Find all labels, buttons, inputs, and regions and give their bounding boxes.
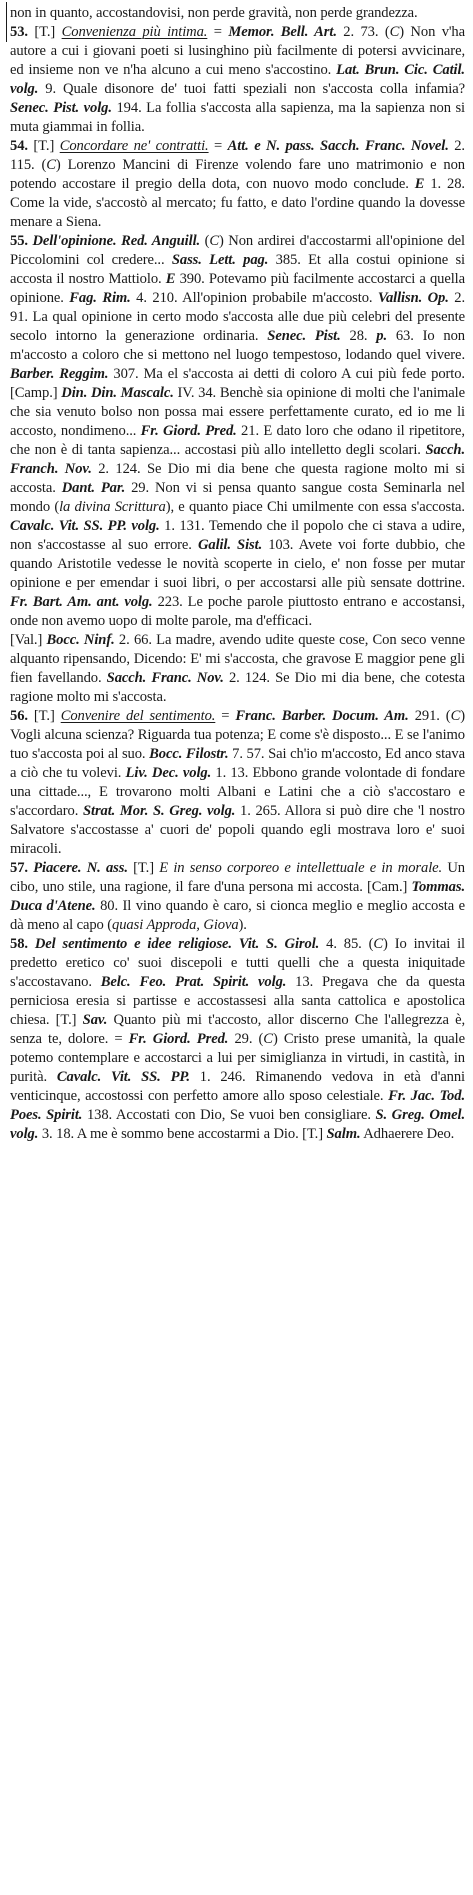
entry-text: [T.] bbox=[127, 860, 160, 876]
entry-text: 13. Pregava che da questa perniciosa eresia si partisse e accostassesi alla santa cattolica e apostolica chiesa. [T.] bbox=[10, 974, 465, 1028]
entry-text: ( bbox=[200, 233, 210, 249]
entry-emphasis: Fr. Jac. Tod. Poes. Spirit. bbox=[10, 1088, 465, 1123]
entry-emphasis: Fr. Bart. Am. ant. volg. bbox=[10, 594, 153, 610]
entry-text: ) Cristo prese umanità, la quale potemo contemplare e accostarci a lui per simiglianza in virtudi, in castità, in purità. bbox=[10, 1031, 465, 1085]
entry-emphasis: Sav. bbox=[82, 1012, 108, 1028]
entry-emphasis: Dant. Par. bbox=[61, 480, 126, 496]
entry-text: 7. 57. Sai ch'io m'accosto, Ed anco stava a ciò che tu volevi. bbox=[10, 746, 465, 781]
entry-emphasis: Cavalc. Vit. SS. PP. volg. bbox=[10, 518, 160, 534]
entry-text: ) Io invitai il predetto eretico co' suoi discepoli e tutti quelli che a questa iniquitade s'accostavano. bbox=[10, 936, 465, 990]
entry-emphasis: E in senso corporeo e intellettuale e in morale. bbox=[159, 860, 443, 876]
entry-text: 307. Ma el s'accosta ai detti di coloro A cui più fede porto. [Camp.] bbox=[10, 366, 465, 401]
entry-emphasis: Fr. Giord. Pred. bbox=[140, 423, 237, 439]
entry-emphasis: 54. bbox=[10, 138, 34, 154]
entry-text: ), e quanto piace Chi umilmente con essa s'accosta. bbox=[165, 499, 465, 515]
entry-emphasis: Memor. Bell. Art. bbox=[228, 24, 337, 40]
entry-text: = bbox=[207, 24, 229, 40]
entry-text: 29. ( bbox=[228, 1031, 264, 1047]
entry-text: 103. Avete voi forte dubbio, che quando Aristotile vedesse le novità scoperte in cielo, e' non fosse per mutar opinione e per emendar i suoi libri, o per accostarsi alle più sensate dottrine. bbox=[10, 537, 465, 591]
entry-text: 4. 85. ( bbox=[319, 936, 374, 952]
entry-emphasis: C bbox=[263, 1031, 273, 1047]
entry-paragraph bbox=[10, 4, 465, 23]
entry-text: 223. Le poche parole piuttosto entrano e accostansi, onde non avemo uopo di molte parole, ma d'efficaci. bbox=[10, 594, 465, 629]
entry-emphasis: Din. Din. Mascalc. bbox=[61, 385, 174, 401]
entry-emphasis: Tommas. Duca d'Atene. bbox=[10, 879, 465, 914]
entry-emphasis: Concordare ne' contratti. bbox=[59, 138, 209, 154]
entry-text: ) Vogli alcuna scienza? Riguarda tua potenza; E come s'è disposto... E se l'animo tuo s'accosta poi al suo. bbox=[10, 708, 465, 762]
entry-emphasis: Fr. Giord. Pred. bbox=[128, 1031, 229, 1047]
entry-emphasis: 58. bbox=[10, 936, 35, 952]
entry-text: 291. ( bbox=[408, 708, 451, 724]
entry-text: non in quanto, accostandovisi, non perde gravità, non perde grandezza. bbox=[10, 5, 418, 21]
entry-text: 29. Non vi si pensa quanto sangue costa Seminarla nel mondo ( bbox=[10, 480, 465, 515]
column-rule bbox=[6, 2, 7, 42]
entry-emphasis: p. bbox=[376, 328, 388, 344]
entry-text: 4. 210. All'opinion probabile m'accosto. bbox=[130, 290, 378, 306]
entry-emphasis: Fag. Rim. bbox=[69, 290, 131, 306]
entry-emphasis: C bbox=[373, 936, 384, 952]
entry-text: 385. Et alla costui opinione si accosta il nostro Mattiolo. bbox=[10, 252, 465, 287]
entry-text: 138. Accostati con Dio, Se vuoi ben consigliare. bbox=[82, 1107, 376, 1123]
entry-text: 63. Io non m'accosto a coloro che si mettono nel luogo tempestoso, lodando quel vivere. bbox=[10, 328, 465, 363]
entry-text: 3. 18. A me è sommo bene accostarmi a Dio. [T.] bbox=[38, 1126, 327, 1142]
entry-text: 1. 246. Rimanendo vedova in età d'anni venticinque, accostossi con perfetto amore allo sposo celestiale. bbox=[10, 1069, 466, 1104]
entry-emphasis: E bbox=[165, 271, 176, 287]
entry-emphasis: S. Greg. Omel. volg. bbox=[10, 1107, 466, 1142]
entry-emphasis: Sacch. Franc. Nov. bbox=[106, 670, 224, 686]
entry-text: 2. 124. Se Dio mi dia bene, che cotesta ragione molto mi s'accosta. bbox=[10, 670, 465, 705]
entry-emphasis: C bbox=[46, 157, 56, 173]
entry-text: ). bbox=[238, 917, 247, 933]
entry-emphasis: 57. bbox=[10, 860, 34, 876]
entry-emphasis: Sass. Lett. pag. bbox=[171, 252, 269, 268]
entry-emphasis: Convenire del sentimento. bbox=[60, 708, 216, 724]
entry-list bbox=[10, 4, 465, 1144]
entry-paragraph bbox=[10, 859, 465, 935]
entry-text: [T.] bbox=[33, 708, 61, 724]
entry-text: 9. Quale disonore de' tuoi fatti speziali non s'accosta colla infamia? bbox=[38, 81, 465, 97]
entry-emphasis: Vallisn. Op. bbox=[377, 290, 449, 306]
entry-text: ) Non ardirei d'accostarmi all'opinione del Piccolomini col credere... bbox=[10, 233, 466, 268]
entry-emphasis: Att. e N. pass. Sacch. Franc. Novel. bbox=[227, 138, 449, 154]
entry-emphasis: Strat. Mor. S. Greg. volg. bbox=[82, 803, 236, 819]
entry-paragraph bbox=[10, 935, 465, 1144]
entry-emphasis: C bbox=[450, 708, 461, 724]
entry-paragraph bbox=[10, 707, 465, 859]
entry-text: 2. 73. ( bbox=[336, 24, 390, 40]
entry-text: Quanto più mi t'accosto, allor discerno Che l'allegrezza è, senza te, dolore. = bbox=[10, 1012, 465, 1047]
entry-text: ) Lorenzo Mancini di Firenze volendo fare uno matrimonio e non potendo accostare il pregio della dota, con nuovo modo conclude. bbox=[10, 157, 465, 192]
entry-text: = bbox=[215, 708, 236, 724]
entry-emphasis: Liv. Dec. volg. bbox=[125, 765, 212, 781]
entry-text: Adhaerere Deo. bbox=[360, 1126, 455, 1142]
entry-text: 1. 13. Ebbono grande volontade di fondare una cittade..., E trovarono molti Albani e Latini che a ciò s'accostaro e s'accordaro. bbox=[10, 765, 465, 819]
entry-text: 390. Potevamo più facilmente accostarci a quella opinione. bbox=[10, 271, 465, 306]
entry-emphasis: Cavalc. Vit. SS. PP. bbox=[56, 1069, 190, 1085]
entry-emphasis: Belc. Feo. Prat. Spirit. volg. bbox=[100, 974, 287, 990]
entry-text: 2. 66. La madre, avendo udite queste cose, Con seco venne alquanto ripensando, Dicendo: E' mi s'accosta, che gravose E maggior pene gli fien favellando. bbox=[10, 632, 465, 686]
entry-emphasis: Lat. Brun. Cic. Catil. volg. bbox=[10, 62, 465, 97]
entry-emphasis: Bocc. Ninf. bbox=[46, 632, 115, 648]
entry-emphasis: Bocc. Filostr. bbox=[149, 746, 229, 762]
entry-emphasis: Barber. Reggim. bbox=[10, 366, 109, 382]
entry-emphasis: Del sentimento e idee religiose. Vit. S. Girol. bbox=[34, 936, 320, 952]
entry-paragraph bbox=[10, 137, 465, 232]
entry-text: 2. 91. La qual opinione in certo modo s'accosta alle due più celebri del presente secolo intorno la generazione ordinaria. bbox=[10, 290, 466, 344]
entry-text: [T.] bbox=[34, 24, 62, 40]
entry-emphasis: Dell'opinione. Red. Anguill. bbox=[32, 233, 201, 249]
entry-emphasis: quasi Approda, Giova bbox=[112, 917, 239, 933]
entry-text: Un cibo, uno stile, una ragione, il fare d'una persona mi accosta. [Cam.] bbox=[10, 860, 466, 895]
entry-paragraph bbox=[10, 232, 465, 631]
entry-text: 2. 124. Se Dio mi dia bene che questa ragione molto mi si accosta. bbox=[10, 461, 466, 496]
entry-emphasis: 55. bbox=[10, 233, 33, 249]
entry-emphasis: C bbox=[389, 24, 400, 40]
entry-emphasis: Franc. Barber. Docum. Am. bbox=[235, 708, 409, 724]
entry-emphasis: Salm. bbox=[326, 1126, 361, 1142]
entry-emphasis: C bbox=[209, 233, 219, 249]
entry-text: 2. 115. ( bbox=[10, 138, 465, 173]
entry-text: 28. bbox=[340, 328, 377, 344]
entry-text: 80. Il vino quando è caro, si cionca meglio e meglio accosta e dà meno al capo ( bbox=[10, 898, 465, 933]
entry-emphasis: Piacere. N. ass. bbox=[33, 860, 128, 876]
entry-emphasis: Senec. Pist. bbox=[267, 328, 341, 344]
entry-text: IV. 34. Benchè sia opinione di molti che l'animale che sia venuto bolso non possa mai essere perfettamente curato, ed io me li accosto, nondimeno... bbox=[10, 385, 466, 439]
entry-paragraph bbox=[10, 631, 465, 707]
entry-text: 1. 131. Temendo che il popolo che ci stava a udire, non s'accostasse al suo errore. bbox=[10, 518, 465, 553]
entry-emphasis: Galil. Sist. bbox=[197, 537, 263, 553]
entry-paragraph bbox=[10, 23, 465, 137]
entry-emphasis: la divina Scrittura bbox=[59, 499, 166, 515]
entry-emphasis: 56. bbox=[10, 708, 34, 724]
entry-text: = bbox=[208, 138, 228, 154]
entry-text: [Val.] bbox=[10, 632, 47, 648]
entry-text: 21. E dato loro che odano il ripetitore, che non è di tanta sapienza... accostasi più allo intelletto degli scolari. bbox=[10, 423, 465, 458]
entry-text: 1. 265. Allora si può dire che 'l nostro Salvatore s'accostasse a' cuori de' popoli quando egli mostrava loro e' suoi miracoli. bbox=[10, 803, 466, 857]
entry-emphasis: Sacch. Franch. Nov. bbox=[10, 442, 465, 477]
entry-emphasis: 53. bbox=[10, 24, 35, 40]
entry-emphasis: Convenienza più intima. bbox=[61, 24, 208, 40]
entry-emphasis: Senec. Pist. volg. bbox=[10, 100, 112, 116]
entry-emphasis: E bbox=[414, 176, 425, 192]
entry-text: ) Non v'ha autore a cui i giovani poeti si lusinghino più facilmente di potersi avvicinare, ed insieme non ve n'ha alcuno a cui meno s'accostino. bbox=[10, 24, 465, 78]
entry-text: 1. 28. Come la vide, s'accostò al mercato; fu fatto, e dato l'ordine quando la dovesse menare a Siena. bbox=[10, 176, 465, 230]
entry-text: [T.] bbox=[33, 138, 60, 154]
entry-text: 194. La follia s'accosta alla sapienza, ma la sapienza non si muta giammai in follia. bbox=[10, 100, 465, 135]
